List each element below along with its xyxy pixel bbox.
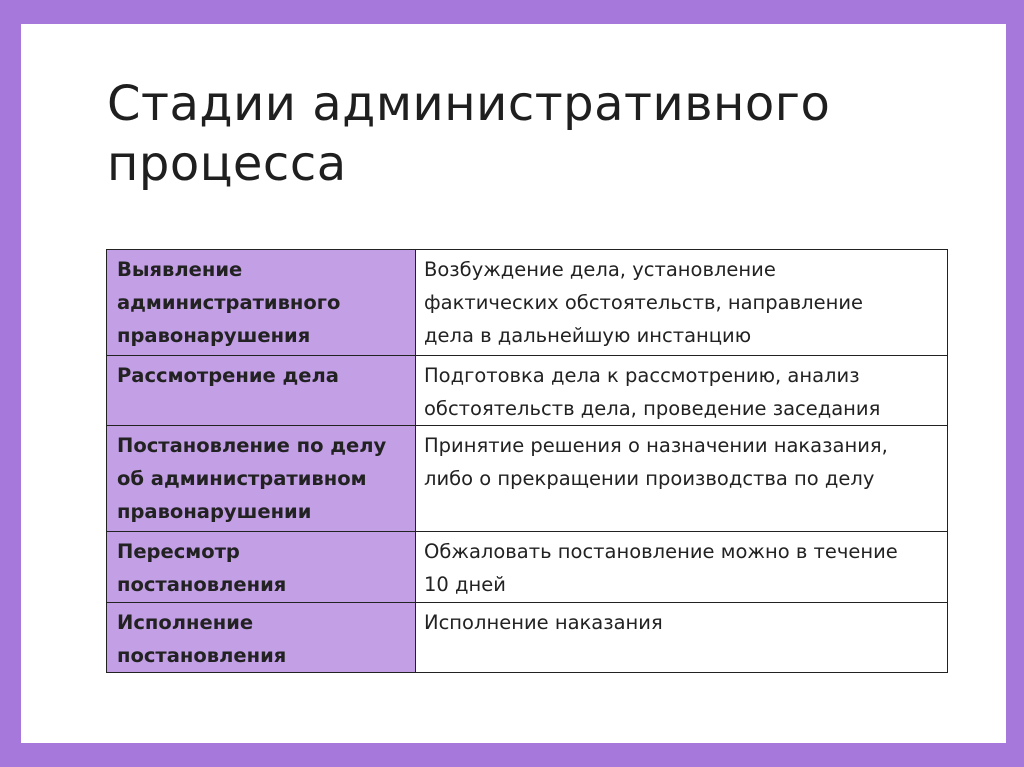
description-text-line: Исполнение наказания xyxy=(424,611,663,634)
slide xyxy=(21,24,1006,743)
stage-cell xyxy=(107,250,416,356)
table-row xyxy=(107,356,948,426)
table-row xyxy=(107,250,948,356)
description-cell xyxy=(416,356,948,426)
description-text-line: обстоятельств дела, проведение заседания xyxy=(424,397,881,420)
title-line-1: Стадии административного xyxy=(107,76,831,132)
description-text-line: Подготовка дела к рассмотрению, анализ xyxy=(424,364,860,387)
description-cell xyxy=(416,603,948,673)
description-cell xyxy=(416,532,948,603)
stage-text-line: Пересмотр xyxy=(117,540,240,563)
stages-table xyxy=(106,249,948,673)
description-text-line: Возбуждение дела, установление xyxy=(424,258,776,281)
title-line-2: процесса xyxy=(107,136,347,192)
description-cell xyxy=(416,250,948,356)
stage-text-line: об административном xyxy=(117,467,367,490)
description-text-line: либо о прекращении производства по делу xyxy=(424,467,875,490)
stage-text-line: правонарушения xyxy=(117,324,311,347)
description-text-line: фактических обстоятельств, направление xyxy=(424,291,863,314)
stage-text-line: Исполнение xyxy=(117,611,254,634)
stage-text-line: постановления xyxy=(117,644,287,667)
stage-text-line: Выявление xyxy=(117,258,243,281)
description-text-line: Принятие решения о назначении наказания, xyxy=(424,434,888,457)
slide-title xyxy=(107,74,830,194)
table-row xyxy=(107,532,948,603)
description-text-line: 10 дней xyxy=(424,573,506,596)
stage-cell xyxy=(107,426,416,532)
stage-text-line: Рассмотрение дела xyxy=(117,364,339,387)
stage-cell xyxy=(107,603,416,673)
stage-text-line: административного xyxy=(117,291,341,314)
description-cell xyxy=(416,426,948,532)
description-text-line: дела в дальнейшую инстанцию xyxy=(424,324,752,347)
stage-cell xyxy=(107,356,416,426)
table-row xyxy=(107,603,948,673)
description-text-line: Обжаловать постановление можно в течение xyxy=(424,540,898,563)
stage-cell xyxy=(107,532,416,603)
stage-text-line: Постановление по делу xyxy=(117,434,387,457)
stage-text-line: правонарушении xyxy=(117,500,312,523)
stage-text-line: постановления xyxy=(117,573,287,596)
table-row xyxy=(107,426,948,532)
